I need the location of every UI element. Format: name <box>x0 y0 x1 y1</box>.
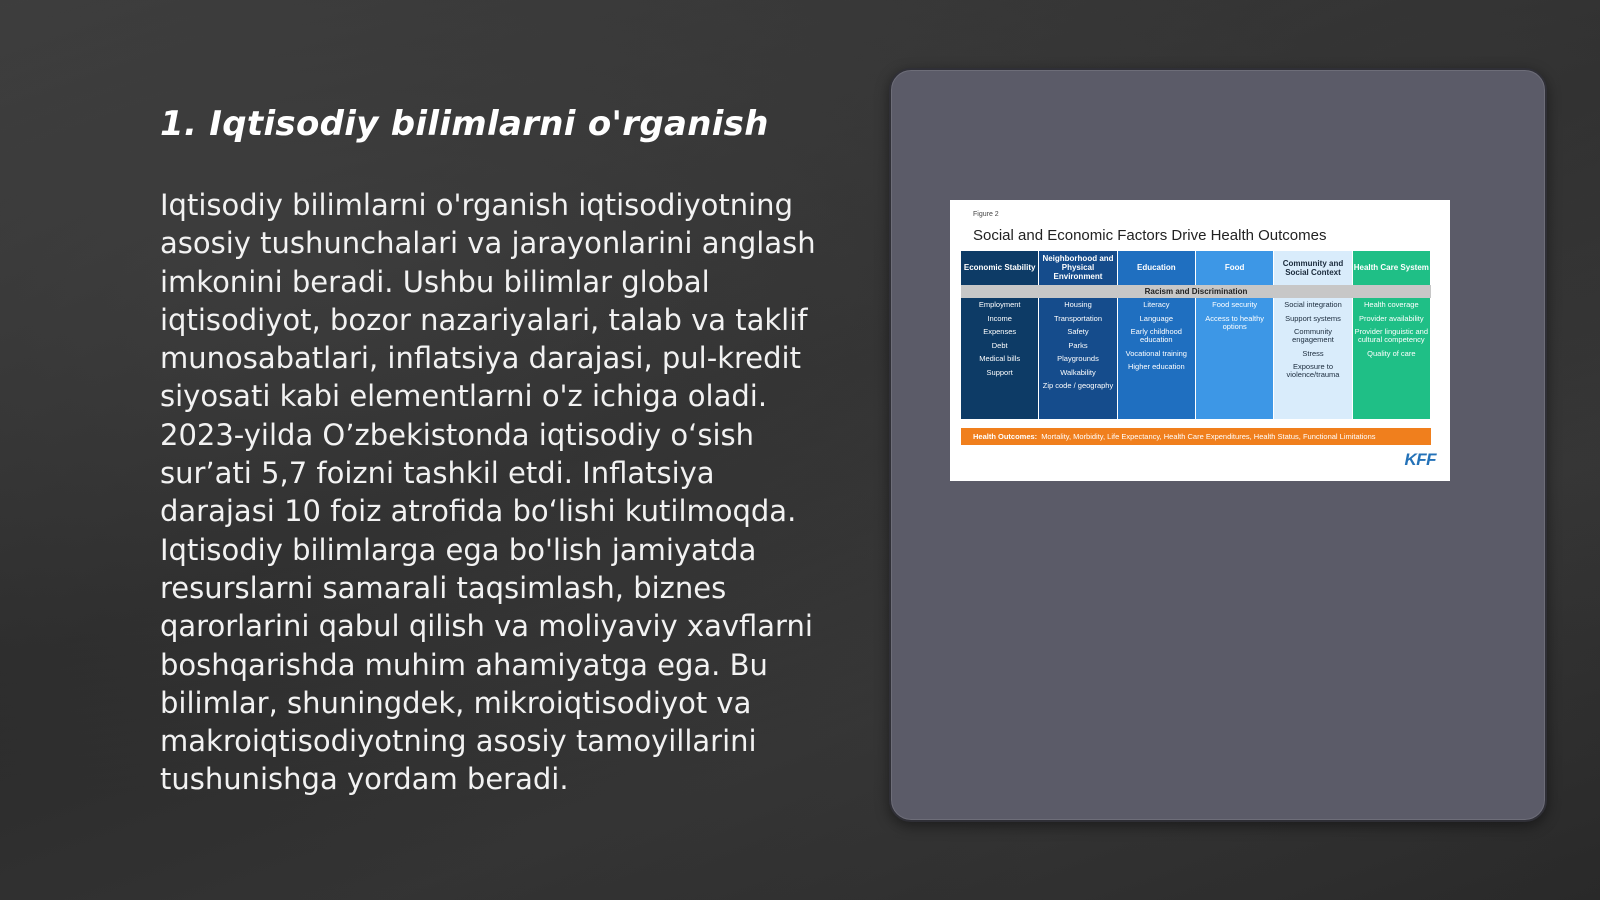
factor-column-items <box>1196 301 1273 336</box>
factor-column <box>961 251 1038 419</box>
factor-column <box>1196 251 1273 419</box>
factor-item: Provider linguistic and cultural competency <box>1354 327 1428 344</box>
factor-column-header: Health Care System <box>1353 263 1429 272</box>
factor-item: Support <box>986 367 1013 377</box>
factor-item: Expenses <box>983 327 1017 336</box>
factor-column-items <box>1039 301 1116 396</box>
factor-item: Income <box>987 313 1012 323</box>
factor-item: Debt <box>991 340 1008 350</box>
factor-item: Early childhood education <box>1130 327 1182 344</box>
factor-item: Walkability <box>1060 367 1096 377</box>
outcomes-label: Health Outcomes: <box>973 432 1038 441</box>
factor-item: Housing <box>1064 300 1092 309</box>
factor-item: Language <box>1139 313 1173 323</box>
factor-item: Transportation <box>1053 313 1103 323</box>
outcomes-text: Mortality, Morbidity, Life Expectancy, Health Care Expenditures, Health Status, Functional Limitations <box>1041 432 1376 441</box>
factor-column <box>1274 251 1351 419</box>
factor-item: Vocational training <box>1125 348 1187 358</box>
factor-columns <box>961 251 1431 419</box>
factor-column-header: Food <box>1224 263 1245 272</box>
factor-item: Food security <box>1212 300 1258 309</box>
factor-column <box>1353 251 1430 419</box>
factor-column <box>1039 251 1116 419</box>
factor-item: Playgrounds <box>1057 354 1099 363</box>
factor-item: Zip code / geography <box>1042 381 1114 390</box>
factor-item: Health coverage <box>1364 300 1419 309</box>
health-outcomes-bar <box>961 428 1431 445</box>
racism-banner: Racism and Discrimination <box>961 285 1431 298</box>
health-factors-figure <box>950 200 1450 481</box>
factor-item: Stress <box>1302 348 1324 358</box>
factor-item: Safety <box>1067 327 1089 336</box>
factor-item: Access to healthy options <box>1205 313 1265 331</box>
slide-title: 1. Iqtisodiy bilimlarni o'rganish <box>160 104 769 144</box>
factor-item: Employment <box>978 300 1021 309</box>
slide-body-text: Iqtisodiy bilimlarni o'rganish iqtisodiyotning asosiy tushunchalari va jarayonlarini anglash imkonini beradi. Ushbu bilimlar global iqtisodiyot, bozor nazariyalari, talab va taklif munosabatlari, inflatsiya darajasi, pul-kredit siyosati kabi elementlarni o'z ichiga oladi. 2023-yilda O’zbekistonda iqtisodiy o‘sish sur’ati 5,7 foizni tashkil etdi. Inflatsiya darajasi 10 foiz atrofida bo‘lishi kutilmoqda. Iqtisodiy bilimlarga ega bo'lish jamiyatda resurslarni samarali taqsimlash, biznes qarorlarini qabul qilish va moliyaviy xavflarni boshqarishda muhim ahamiyatga ega. Bu bilimlar, shuningdek, mikroiqtisodiyot va makroiqtisodiyotning asosiy tamoyillarini tushunishga yordam beradi. <box>160 188 816 797</box>
factor-item: Provider availability <box>1359 313 1424 323</box>
factor-item: Social integration <box>1284 300 1342 309</box>
factor-column-header: Community and Social Context <box>1282 258 1344 277</box>
figure-label: Figure 2 <box>973 211 999 218</box>
factor-column-items <box>1274 301 1351 385</box>
factor-item: Literacy <box>1143 300 1170 309</box>
factor-column-items <box>1353 301 1430 363</box>
factor-item: Parks <box>1068 340 1088 350</box>
factor-column-header: Economic Stability <box>963 263 1036 272</box>
kff-logo: KFF <box>1404 450 1436 469</box>
figure-title: Social and Economic Factors Drive Health Outcomes <box>973 227 1327 244</box>
factor-column-items <box>1118 301 1195 377</box>
factor-item: Quality of care <box>1367 348 1416 358</box>
factor-column <box>1118 251 1195 419</box>
factor-item: Medical bills <box>979 354 1021 363</box>
factor-item: Higher education <box>1127 362 1185 371</box>
factor-column-items <box>961 301 1038 382</box>
factor-column-header: Neighborhood and Physical Environment <box>1042 254 1114 281</box>
factor-column-header: Education <box>1136 263 1176 272</box>
factor-item: Exposure to violence/trauma <box>1286 362 1340 379</box>
factor-item: Support systems <box>1285 313 1341 323</box>
factor-item: Community engagement <box>1292 327 1334 344</box>
